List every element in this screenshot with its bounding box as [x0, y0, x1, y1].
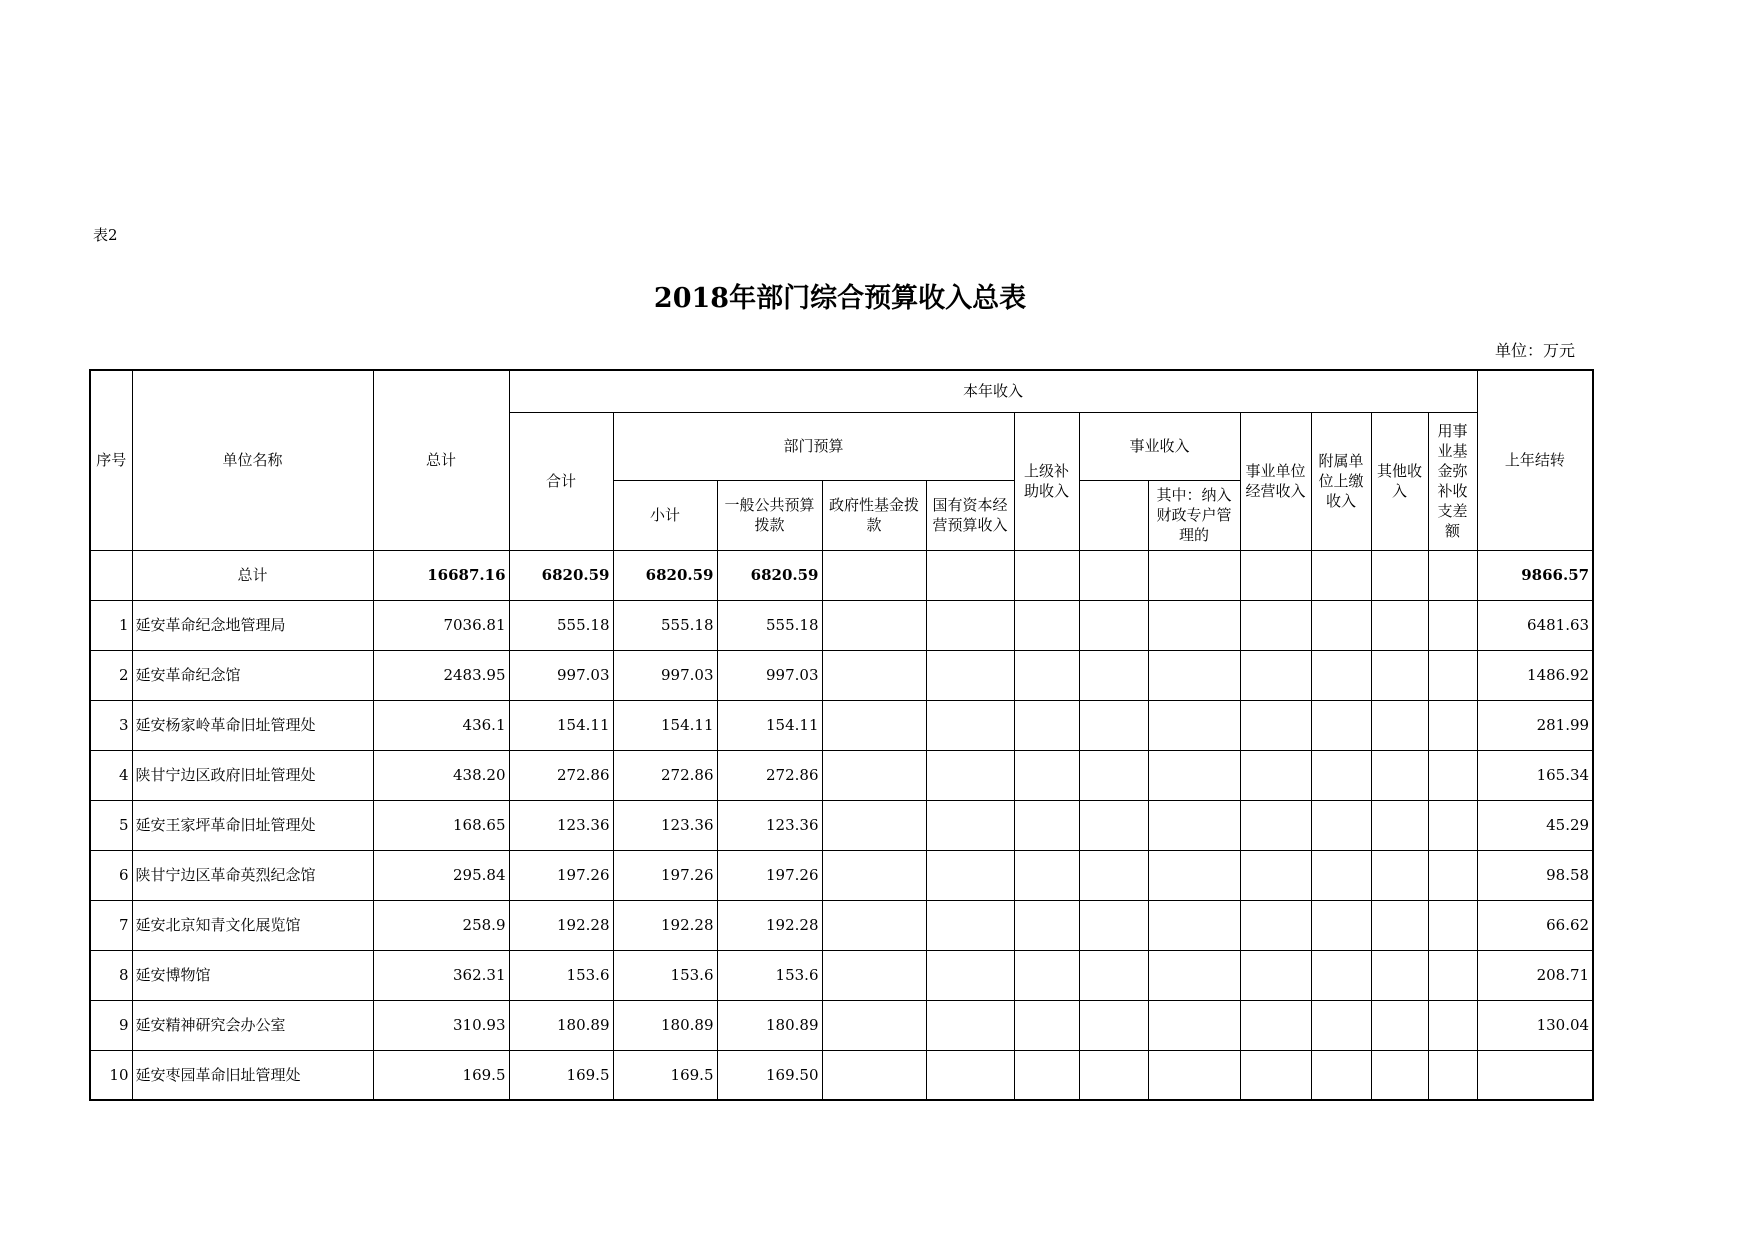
row-total: 2483.95	[373, 650, 509, 700]
empty-cell	[1311, 950, 1371, 1000]
empty-cell	[926, 1000, 1014, 1050]
empty-cell	[1428, 600, 1477, 650]
row-total: 310.93	[373, 1000, 509, 1050]
row-combined: 997.03	[509, 650, 613, 700]
empty-cell	[1428, 1000, 1477, 1050]
empty-cell	[1148, 850, 1240, 900]
row-seq: 6	[90, 850, 132, 900]
header-total: 总计	[373, 370, 509, 550]
empty-cell	[1428, 800, 1477, 850]
row-unit-name: 延安革命纪念地管理局	[132, 600, 373, 650]
empty-cell	[1148, 1000, 1240, 1050]
empty-cell	[1148, 650, 1240, 700]
table-code: 表2	[93, 226, 118, 244]
empty-cell	[926, 800, 1014, 850]
header-unit-name: 单位名称	[132, 370, 373, 550]
header-general-public: 一般公共预算拨款	[717, 480, 822, 550]
empty-cell	[926, 600, 1014, 650]
empty-cell	[1240, 900, 1311, 950]
row-seq: 3	[90, 700, 132, 750]
empty-cell	[1428, 650, 1477, 700]
empty-cell	[1428, 950, 1477, 1000]
header-gov-fund: 政府性基金拨款	[822, 480, 926, 550]
empty-cell	[1240, 950, 1311, 1000]
row-carryover: 6481.63	[1477, 600, 1593, 650]
row-unit-name: 延安北京知青文化展览馆	[132, 900, 373, 950]
row-general: 169.50	[717, 1050, 822, 1100]
row-carryover: 98.58	[1477, 850, 1593, 900]
row-total: 362.31	[373, 950, 509, 1000]
empty-cell	[1240, 1000, 1311, 1050]
row-subtotal: 192.28	[613, 900, 717, 950]
empty-cell	[1079, 1000, 1148, 1050]
empty-cell	[1079, 1050, 1148, 1100]
row-seq: 10	[90, 1050, 132, 1100]
header-career-special: 其中：纳入财政专户管理的	[1148, 480, 1240, 550]
empty-cell	[1428, 1050, 1477, 1100]
empty-cell	[1311, 1050, 1371, 1100]
row-total: 169.5	[373, 1050, 509, 1100]
row-unit-name: 延安王家坪革命旧址管理处	[132, 800, 373, 850]
empty-cell	[1240, 550, 1311, 600]
row-total: 438.20	[373, 750, 509, 800]
page-title: 2018年部门综合预算收入总表	[653, 283, 1027, 314]
empty-cell	[1371, 1000, 1428, 1050]
empty-cell	[822, 800, 926, 850]
header-subtotal: 小计	[613, 480, 717, 550]
row-unit-name: 延安杨家岭革命旧址管理处	[132, 700, 373, 750]
empty-cell	[1148, 750, 1240, 800]
total-row-subtotal: 6820.59	[613, 550, 717, 600]
header-seq: 序号	[90, 370, 132, 550]
empty-cell	[822, 600, 926, 650]
empty-cell	[1371, 950, 1428, 1000]
header-career-income: 事业收入	[1079, 412, 1240, 480]
empty-cell	[1148, 900, 1240, 950]
empty-cell	[1079, 750, 1148, 800]
empty-cell	[926, 1050, 1014, 1100]
empty-cell	[1311, 750, 1371, 800]
empty-cell	[1371, 700, 1428, 750]
empty-cell	[1428, 550, 1477, 600]
row-subtotal: 153.6	[613, 950, 717, 1000]
row-unit-name: 延安枣园革命旧址管理处	[132, 1050, 373, 1100]
row-total: 436.1	[373, 700, 509, 750]
empty-cell	[1240, 650, 1311, 700]
empty-cell	[822, 850, 926, 900]
header-state-capital: 国有资本经营预算收入	[926, 480, 1014, 550]
row-subtotal: 180.89	[613, 1000, 717, 1050]
empty-cell	[1079, 650, 1148, 700]
budget-income-table	[89, 369, 1594, 1101]
row-combined: 153.6	[509, 950, 613, 1000]
empty-cell	[1240, 750, 1311, 800]
empty-cell	[1014, 950, 1079, 1000]
empty-cell	[1428, 750, 1477, 800]
row-carryover: 208.71	[1477, 950, 1593, 1000]
row-general: 197.26	[717, 850, 822, 900]
row-combined: 180.89	[509, 1000, 613, 1050]
header-superior-subsidy: 上级补助收入	[1014, 412, 1079, 550]
header-combined: 合计	[509, 412, 613, 550]
table-row	[90, 850, 1593, 900]
total-row-label: 总计	[132, 550, 373, 600]
table-row	[90, 1050, 1593, 1100]
row-total: 168.65	[373, 800, 509, 850]
empty-cell	[1311, 550, 1371, 600]
row-carryover: 130.04	[1477, 1000, 1593, 1050]
row-general: 272.86	[717, 750, 822, 800]
empty-cell	[926, 550, 1014, 600]
row-seq: 7	[90, 900, 132, 950]
row-general: 123.36	[717, 800, 822, 850]
empty-cell	[1371, 800, 1428, 850]
empty-cell	[926, 850, 1014, 900]
row-subtotal: 169.5	[613, 1050, 717, 1100]
total-row-seq	[90, 550, 132, 600]
empty-cell	[1014, 650, 1079, 700]
row-seq: 1	[90, 600, 132, 650]
empty-cell	[1311, 650, 1371, 700]
empty-cell	[822, 750, 926, 800]
empty-cell	[1240, 1050, 1311, 1100]
empty-cell	[822, 700, 926, 750]
empty-cell	[822, 950, 926, 1000]
row-combined: 154.11	[509, 700, 613, 750]
empty-cell	[1311, 900, 1371, 950]
row-carryover	[1477, 1050, 1593, 1100]
empty-cell	[1371, 600, 1428, 650]
row-subtotal: 197.26	[613, 850, 717, 900]
row-seq: 9	[90, 1000, 132, 1050]
table-row	[90, 700, 1593, 750]
total-row-combined: 6820.59	[509, 550, 613, 600]
empty-cell	[1014, 850, 1079, 900]
row-combined: 197.26	[509, 850, 613, 900]
row-unit-name: 陕甘宁边区政府旧址管理处	[132, 750, 373, 800]
header-current-income: 本年收入	[509, 370, 1477, 412]
row-general: 180.89	[717, 1000, 822, 1050]
table-row	[90, 900, 1593, 950]
table-row	[90, 950, 1593, 1000]
empty-cell	[1148, 800, 1240, 850]
empty-cell	[822, 900, 926, 950]
row-unit-name: 延安革命纪念馆	[132, 650, 373, 700]
empty-cell	[1079, 850, 1148, 900]
header-operating-income: 事业单位经营收入	[1240, 412, 1311, 550]
empty-cell	[1014, 600, 1079, 650]
row-unit-name: 延安博物馆	[132, 950, 373, 1000]
row-carryover: 66.62	[1477, 900, 1593, 950]
row-general: 153.6	[717, 950, 822, 1000]
row-combined: 272.86	[509, 750, 613, 800]
empty-cell	[1371, 1050, 1428, 1100]
header-dept-budget: 部门预算	[613, 412, 1014, 480]
row-carryover: 45.29	[1477, 800, 1593, 850]
row-subtotal: 997.03	[613, 650, 717, 700]
empty-cell	[1428, 900, 1477, 950]
header-affiliated-income: 附属单位上缴收入	[1311, 412, 1371, 550]
empty-cell	[1079, 700, 1148, 750]
empty-cell	[926, 650, 1014, 700]
row-carryover: 165.34	[1477, 750, 1593, 800]
empty-cell	[926, 700, 1014, 750]
empty-cell	[1311, 800, 1371, 850]
empty-cell	[1240, 700, 1311, 750]
row-seq: 4	[90, 750, 132, 800]
empty-cell	[1014, 700, 1079, 750]
empty-cell	[822, 650, 926, 700]
empty-cell	[926, 900, 1014, 950]
total-row-total: 16687.16	[373, 550, 509, 600]
header-other-income: 其他收入	[1371, 412, 1428, 550]
row-combined: 123.36	[509, 800, 613, 850]
empty-cell	[1014, 1050, 1079, 1100]
total-row-general: 6820.59	[717, 550, 822, 600]
unit-label: 单位：万元	[1495, 341, 1576, 360]
row-subtotal: 123.36	[613, 800, 717, 850]
row-unit-name: 陕甘宁边区革命英烈纪念馆	[132, 850, 373, 900]
empty-cell	[926, 950, 1014, 1000]
total-row-carryover: 9866.57	[1477, 550, 1593, 600]
empty-cell	[1428, 850, 1477, 900]
empty-cell	[1428, 700, 1477, 750]
row-combined: 192.28	[509, 900, 613, 950]
table-row	[90, 750, 1593, 800]
empty-cell	[1371, 650, 1428, 700]
empty-cell	[1148, 700, 1240, 750]
header-career-blank	[1079, 480, 1148, 550]
row-total: 295.84	[373, 850, 509, 900]
row-general: 555.18	[717, 600, 822, 650]
row-general: 997.03	[717, 650, 822, 700]
empty-cell	[1148, 600, 1240, 650]
row-seq: 2	[90, 650, 132, 700]
empty-cell	[1014, 800, 1079, 850]
row-combined: 169.5	[509, 1050, 613, 1100]
empty-cell	[822, 550, 926, 600]
empty-cell	[1148, 1050, 1240, 1100]
row-carryover: 281.99	[1477, 700, 1593, 750]
table-row	[90, 650, 1593, 700]
empty-cell	[1014, 900, 1079, 950]
row-total: 7036.81	[373, 600, 509, 650]
table-row	[90, 800, 1593, 850]
table-row	[90, 600, 1593, 650]
row-subtotal: 272.86	[613, 750, 717, 800]
empty-cell	[1311, 600, 1371, 650]
empty-cell	[1079, 900, 1148, 950]
empty-cell	[1371, 750, 1428, 800]
empty-cell	[1148, 950, 1240, 1000]
header-fund-offset: 用事业基金弥补收支差额	[1428, 412, 1477, 550]
empty-cell	[1371, 850, 1428, 900]
header-row-1	[90, 370, 1593, 412]
row-subtotal: 555.18	[613, 600, 717, 650]
row-total: 258.9	[373, 900, 509, 950]
empty-cell	[1148, 550, 1240, 600]
empty-cell	[1311, 1000, 1371, 1050]
total-row	[90, 550, 1593, 600]
row-subtotal: 154.11	[613, 700, 717, 750]
empty-cell	[1371, 550, 1428, 600]
empty-cell	[1079, 800, 1148, 850]
row-seq: 5	[90, 800, 132, 850]
empty-cell	[1240, 800, 1311, 850]
empty-cell	[1371, 900, 1428, 950]
empty-cell	[1311, 700, 1371, 750]
empty-cell	[822, 1050, 926, 1100]
empty-cell	[1079, 950, 1148, 1000]
empty-cell	[1014, 1000, 1079, 1050]
empty-cell	[1014, 550, 1079, 600]
table-row	[90, 1000, 1593, 1050]
empty-cell	[1014, 750, 1079, 800]
row-general: 154.11	[717, 700, 822, 750]
row-combined: 555.18	[509, 600, 613, 650]
empty-cell	[1311, 850, 1371, 900]
row-seq: 8	[90, 950, 132, 1000]
row-general: 192.28	[717, 900, 822, 950]
empty-cell	[1079, 550, 1148, 600]
row-unit-name: 延安精神研究会办公室	[132, 1000, 373, 1050]
empty-cell	[926, 750, 1014, 800]
empty-cell	[822, 1000, 926, 1050]
row-carryover: 1486.92	[1477, 650, 1593, 700]
empty-cell	[1240, 850, 1311, 900]
header-carryover: 上年结转	[1477, 370, 1593, 550]
empty-cell	[1240, 600, 1311, 650]
empty-cell	[1079, 600, 1148, 650]
